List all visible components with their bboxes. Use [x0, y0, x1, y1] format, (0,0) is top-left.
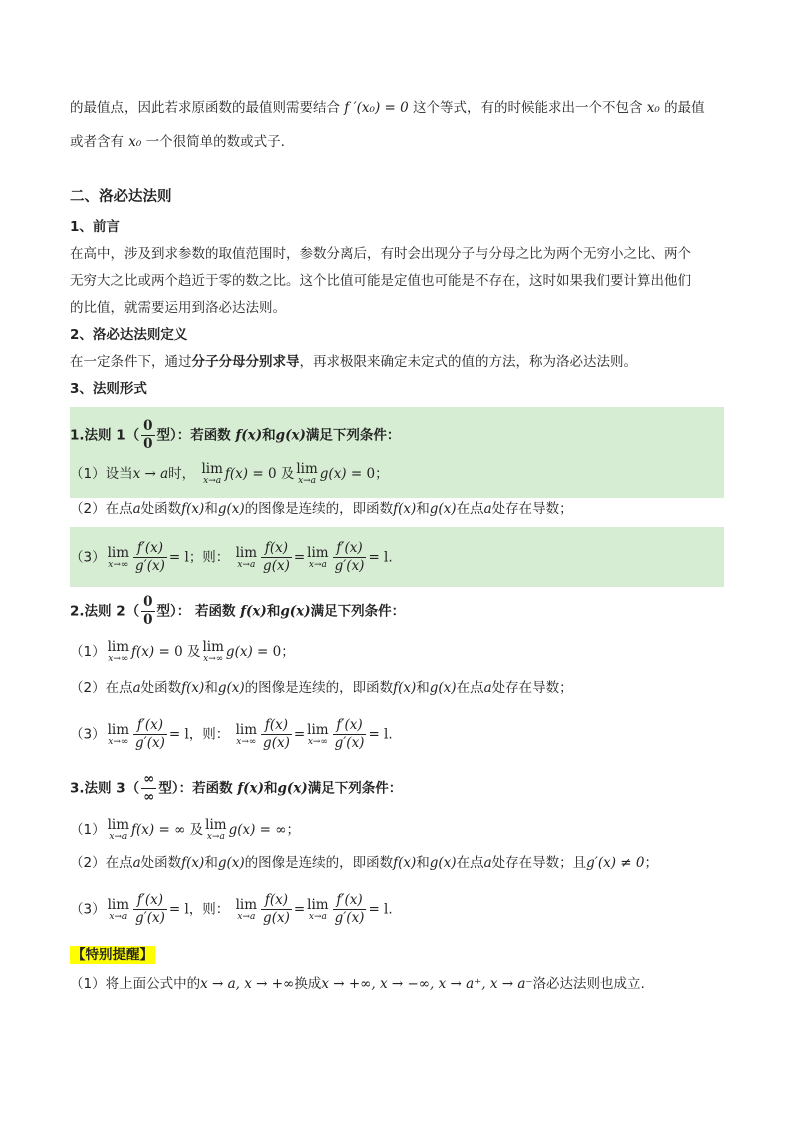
intro-line-1 — [70, 97, 705, 119]
formula: f ′(x₀) = 0 — [344, 100, 409, 116]
limit: lim x→a — [107, 817, 130, 842]
formula: x₀ — [128, 134, 142, 150]
limit: lim x→a — [307, 896, 329, 922]
text: ； — [375, 466, 389, 482]
rule1-head — [70, 418, 400, 453]
fraction: $\frac{\infty}{\infty}$ — [143, 771, 155, 805]
fraction: $\frac{f'(x)}{g'(x)}$ — [135, 540, 165, 574]
limit: lim x→a — [296, 461, 318, 486]
rule3-head: 3.法则 3（ $\frac{\infty}{\infty}$ 型）：若函数 f(x)和g(x)满足下列条件： — [70, 771, 403, 805]
fraction: $\frac{f(x)}{g(x)}$ — [263, 892, 290, 926]
rule1-cond3: （3） lim x→∞ $\frac{f'(x)}{g'(x)}$ = l；则： lim x→a $\frac{f(x)}{g(x)}$ = lim x→a $\frac{f'(x)}{g'(x)}$ = l. — [70, 540, 393, 574]
formula: = 0 — [350, 466, 376, 482]
formula: g(x) — [319, 466, 347, 482]
rule2-cond1: （1） lim x→∞ f(x) = 0 及 lim x→∞ g(x) = 0； — [70, 639, 295, 664]
formula: f(x) — [224, 466, 249, 482]
fraction: $\frac{f'(x)}{g'(x)}$ — [334, 540, 365, 574]
formula: = 0 — [252, 466, 277, 482]
limit: lim x→∞ — [307, 721, 329, 747]
limit: lim x→∞ — [202, 639, 224, 664]
limit: lim x→a — [235, 544, 258, 570]
limit: lim x→a — [205, 817, 227, 842]
formula: x₀ — [646, 100, 660, 116]
formula: g(x) — [275, 427, 306, 444]
reminder-badge — [70, 944, 155, 966]
text: 在一定条件下，通过 — [70, 354, 192, 370]
rule2-cond3: （3） lim x→∞ $\frac{f'(x)}{g'(x)}$ = l，则： lim x→∞ $\frac{f(x)}{g(x)}$ = lim x→∞ $\frac{f'(x)}{g'(x)}$ = l. — [70, 717, 393, 751]
text: 满足下列条件： — [305, 427, 401, 444]
text: 这个等式，有的时候能求出一个不包含 — [413, 100, 643, 116]
s2-title: 2、洛必达法则定义 — [70, 327, 188, 343]
fraction: $\frac{0}{0}$ — [143, 594, 153, 628]
text: 的最值点，因此若求原函数的最值则需要结合 — [70, 100, 340, 116]
highlight-badge: 【特别提醒】 — [72, 947, 153, 963]
rule3-cond2: （2）在点a处函数f(x)和g(x)的图像是连续的，即函数f(x)和g(x)在点a处存在导数；且g′(x) ≠ 0； — [70, 855, 658, 871]
text: ，再求极限来确定未定式的值的方法，称为洛必达法则。 — [299, 354, 637, 370]
formula: f(x) — [235, 427, 263, 444]
fraction: $\frac{f'(x)}{g'(x)}$ — [334, 892, 365, 926]
fraction: $\frac{f'(x)}{g'(x)}$ — [135, 892, 165, 926]
rule2-head: 2.法则 2（ $\frac{0}{0}$ 型）： 若函数 f(x)和g(x)满足下列条件： — [70, 594, 406, 628]
rule3-cond3: （3） lim x→a $\frac{f'(x)}{g'(x)}$ = l，则： lim x→a $\frac{f(x)}{g(x)}$ = lim x→a $\frac{f'(x)}{g'(x)}$ = l. — [70, 892, 393, 926]
limit: lim x→∞ — [107, 639, 130, 664]
text: 1.法则 1（ — [70, 427, 140, 444]
bold-text: 分子分母分别求导 — [191, 354, 300, 370]
s1-p1: 在高中，涉及到求参数的取值范围时，参数分离后，有时会出现分子与分母之比为两个无穷小之比、两个 — [70, 246, 691, 262]
fraction: $\frac{f'(x)}{g'(x)}$ — [135, 717, 165, 751]
text: 型）：若函数 — [156, 427, 231, 444]
rule1-cond1 — [70, 462, 389, 486]
limit: lim x→a — [307, 544, 329, 570]
intro-line-2 — [70, 131, 285, 153]
s1-p3: 的比值，就需要运用到洛必达法则。 — [70, 300, 286, 316]
text: （1）设当 — [70, 466, 133, 482]
text: 和 — [262, 427, 276, 444]
s2-p — [70, 351, 637, 373]
text: 时， — [168, 466, 196, 482]
fraction: $\frac{f'(x)}{g'(x)}$ — [334, 717, 365, 751]
limit: lim x→a — [107, 896, 130, 922]
text: 及 — [280, 466, 295, 482]
rule3-cond1: （1） lim x→a f(x) = ∞ 及 lim x→a g(x) = ∞； — [70, 817, 301, 842]
limit: lim x→a — [201, 461, 223, 486]
limit: lim x→∞ — [235, 721, 258, 747]
limit: lim x→∞ — [107, 721, 130, 747]
s1-p2: 无穷大之比或两个趋近于零的数之比。这个比值可能是定值也可能是不存在，这时如果我们要计算出他们 — [70, 273, 691, 289]
fraction: $\frac{0}{0}$ — [143, 418, 153, 452]
reminder-line-1: （1）将上面公式中的x → a, x → +∞换成x → +∞, x → −∞, x → a⁺, x → a⁻洛必达法则也成立. — [70, 976, 645, 992]
fraction: $\frac{f(x)}{g(x)}$ — [263, 540, 290, 574]
text: 的最值 — [664, 100, 705, 116]
limit: lim x→∞ — [107, 544, 130, 570]
text: 一个很简单的数或式子. — [145, 134, 285, 150]
text: 或者含有 — [70, 134, 124, 150]
formula: x → a — [132, 466, 169, 482]
fraction: $\frac{f(x)}{g(x)}$ — [263, 717, 290, 751]
limit: lim x→a — [235, 896, 258, 922]
s3-title: 3、法则形式 — [70, 381, 147, 397]
s1-title: 1、前言 — [70, 219, 120, 235]
section-title: 二、洛必达法则 — [70, 189, 172, 205]
rule1-cond2: （2）在点a处函数f(x)和g(x)的图像是连续的，即函数f(x)和g(x)在点a处存在导数； — [70, 501, 573, 517]
rule2-cond2: （2）在点a处函数f(x)和g(x)的图像是连续的，即函数f(x)和g(x)在点a处存在导数； — [70, 680, 573, 696]
